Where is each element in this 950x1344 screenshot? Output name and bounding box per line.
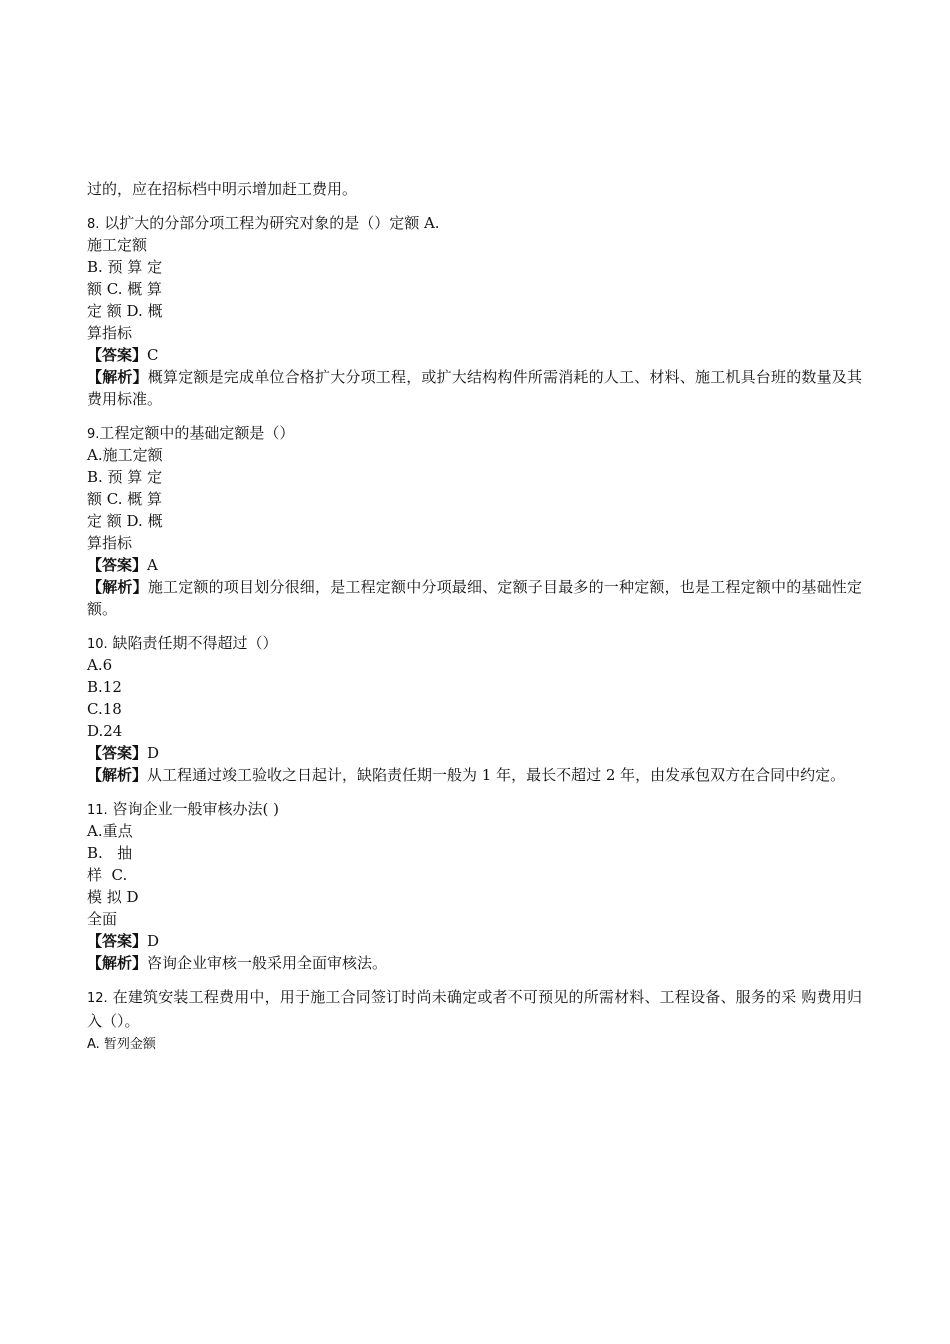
option-line: A.施工定额	[87, 446, 163, 464]
spacer	[87, 410, 862, 422]
option-line: 定 额 D. 概	[87, 512, 163, 530]
question-11	[87, 798, 862, 974]
option-line: A.重点	[87, 822, 133, 840]
answer-value: C	[147, 346, 159, 364]
answer-line	[87, 742, 862, 764]
spacer	[87, 974, 862, 986]
option-line: 全面	[87, 910, 118, 928]
answer-line	[87, 554, 862, 576]
option-line: 施工定额	[87, 236, 148, 254]
spacer	[87, 200, 862, 212]
option-line	[87, 1032, 862, 1054]
answer-value: A	[147, 556, 158, 574]
document-content	[87, 178, 862, 1054]
question-text: 咨询企业一般审核办法( )	[112, 800, 279, 818]
analysis-label: 【解析】	[87, 578, 148, 596]
question-number: 12.	[87, 991, 108, 1006]
question-number: 10.	[87, 637, 108, 652]
answer-value: D	[147, 744, 160, 762]
question-text: 以扩大的分部分项工程为研究对象的是（）定额 A.	[104, 214, 440, 232]
answer-label: 【答案】	[87, 556, 148, 574]
option-line: A.6	[87, 656, 113, 674]
question-text: 在建筑安装工程费用中，用于施工合同签订时尚未确定或者不可预见的所需材料、工程设备、服务的采 购费用归入（）。	[87, 988, 862, 1030]
option-line: 额 C. 概 算	[87, 490, 163, 508]
answer-line	[87, 930, 862, 952]
spacer	[87, 786, 862, 798]
option-line: 样 C.	[87, 866, 128, 884]
analysis-text: 从工程通过竣工验收之日起计，缺陷责任期一般为 1 年，最长不超过 2 年，由发承包双方在合同中约定。	[147, 766, 846, 784]
spacer	[87, 620, 862, 632]
analysis-text: 概算定额是完成单位合格扩大分项工程，或扩大结构构件所需消耗的人工、材料、施工机具台班的数量及其费用标准。	[87, 368, 862, 408]
option-line: B. 抽	[87, 844, 133, 862]
analysis-text: 咨询企业审核一般采用全面审核法。	[147, 954, 388, 972]
answer-label: 【答案】	[87, 932, 148, 950]
question-title	[87, 632, 862, 654]
option-line: 额 C. 概 算	[87, 280, 163, 298]
question-number: 11.	[87, 803, 108, 818]
question-number: 8.	[87, 217, 100, 232]
option-line: 定 额 D. 概	[87, 302, 163, 320]
question-8	[87, 212, 862, 410]
question-text: 工程定额中的基础定额是（）	[99, 424, 295, 442]
answer-label: 【答案】	[87, 346, 148, 364]
answer-value: D	[147, 932, 160, 950]
option-line: 模 拟 D	[87, 888, 139, 906]
option-line: B. 预 算 定	[87, 258, 163, 276]
question-title	[87, 212, 862, 234]
analysis-line	[87, 576, 862, 620]
question-9	[87, 422, 862, 620]
option-line: 算指标	[87, 324, 133, 342]
analysis-text: 施工定额的项目划分很细，是工程定额中分项最细、定额子目最多的一种定额，也是工程定额中的基础性定额。	[87, 578, 862, 618]
option-line: B. 预 算 定	[87, 468, 163, 486]
option-line: D.24	[87, 722, 123, 740]
question-10	[87, 632, 862, 786]
analysis-label: 【解析】	[87, 368, 148, 386]
question-12	[87, 986, 862, 1054]
question-text: 缺陷责任期不得超过（）	[112, 634, 278, 652]
continuation-text: 过的，应在招标档中明示增加赶工费用。	[87, 180, 358, 198]
option-line: 算指标	[87, 534, 133, 552]
option-line: C.18	[87, 700, 122, 718]
answer-label: 【答案】	[87, 744, 148, 762]
analysis-label: 【解析】	[87, 954, 148, 972]
analysis-line	[87, 764, 862, 786]
analysis-label: 【解析】	[87, 766, 148, 784]
question-title	[87, 986, 862, 1032]
answer-line	[87, 344, 862, 366]
option-line: B.12	[87, 678, 122, 696]
analysis-line	[87, 366, 862, 410]
analysis-line	[87, 952, 862, 974]
question-title	[87, 798, 862, 820]
question-number: 9.	[87, 427, 100, 442]
option-text: A. 暂列金额	[87, 1037, 156, 1052]
question-title	[87, 422, 862, 444]
